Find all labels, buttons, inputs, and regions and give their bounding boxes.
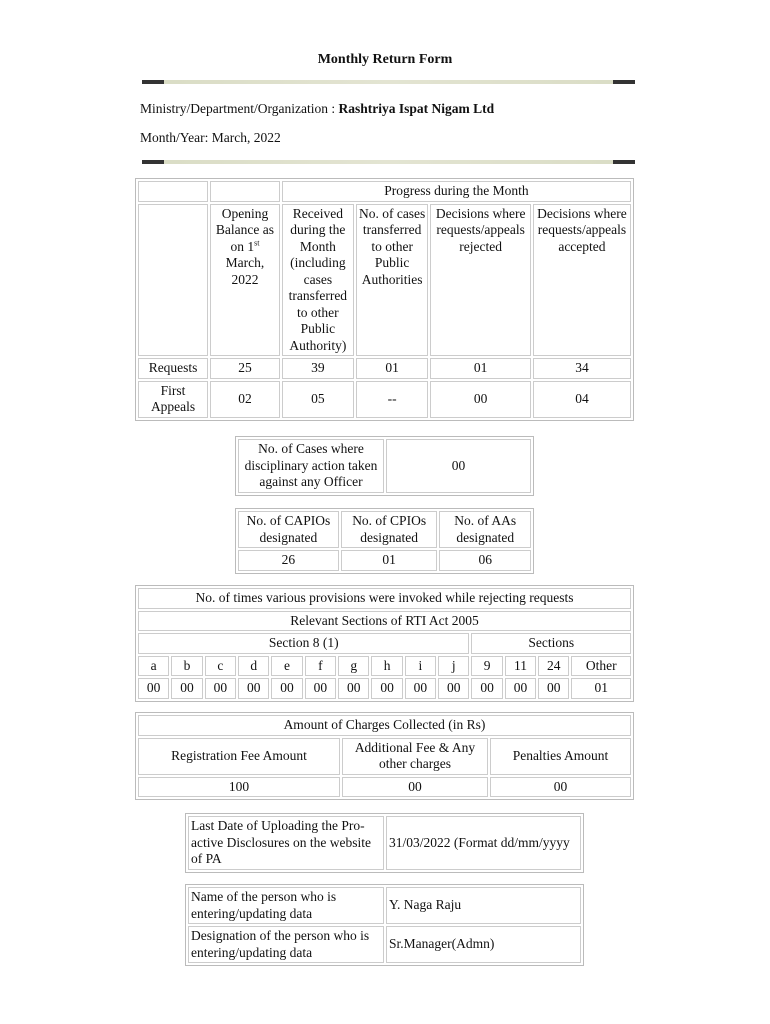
blank-cell <box>210 181 280 202</box>
cell-accepted: 04 <box>533 381 631 418</box>
disciplinary-table <box>235 436 534 496</box>
upload-label: Last Date of Uploading the Pro-active Disclosures on the website of PA <box>188 816 384 870</box>
disciplinary-label: No. of Cases where disciplinary action taken against any Officer <box>238 439 384 493</box>
col-accepted: Decisions where requests/appeals accepted <box>533 204 631 357</box>
provision-value-cell: 00 <box>305 678 336 699</box>
provision-value-cell: 00 <box>338 678 369 699</box>
provision-value-cell: 00 <box>405 678 436 699</box>
cpio-value: 01 <box>341 550 438 571</box>
provision-value-cell: 00 <box>371 678 402 699</box>
provision-value-cell: 00 <box>138 678 169 699</box>
provision-header-cell: g <box>338 656 369 677</box>
cell-rejected: 00 <box>430 381 530 418</box>
designated-table <box>235 508 534 574</box>
provision-value-cell: 00 <box>438 678 469 699</box>
cell-opening: 02 <box>210 381 280 418</box>
second-divider <box>142 160 635 164</box>
penalties-label: Penalties Amount <box>490 738 631 775</box>
provision-header-cell: j <box>438 656 469 677</box>
provision-value-cell: 00 <box>538 678 569 699</box>
provision-header-cell: c <box>205 656 236 677</box>
provision-value-cell: 00 <box>171 678 202 699</box>
provision-header-cell: f <box>305 656 336 677</box>
progress-group-header: Progress during the Month <box>282 181 631 202</box>
cell-opening: 25 <box>210 358 280 379</box>
provision-value-cell: 00 <box>471 678 502 699</box>
disciplinary-value: 00 <box>386 439 531 493</box>
provisions-subtitle: Relevant Sections of RTI Act 2005 <box>138 611 631 632</box>
cell-received: 39 <box>282 358 354 379</box>
blank-cell <box>138 181 208 202</box>
provision-header-cell: i <box>405 656 436 677</box>
cpio-label: No. of CPIOs designated <box>341 511 438 548</box>
table-row <box>138 358 631 379</box>
provision-value-cell: 01 <box>571 678 631 699</box>
aa-value: 06 <box>439 550 531 571</box>
provision-header-cell: 24 <box>538 656 569 677</box>
registration-fee-label: Registration Fee Amount <box>138 738 340 775</box>
blank-cell <box>138 204 208 357</box>
provision-header-cell: d <box>238 656 269 677</box>
provision-value-cell: 00 <box>271 678 302 699</box>
upload-table <box>185 813 584 873</box>
additional-fee-label: Additional Fee & Any other charges <box>342 738 488 775</box>
upload-value: 31/03/2022 (Format dd/mm/yyyy <box>386 816 581 870</box>
progress-table <box>135 178 634 421</box>
cell-transferred: 01 <box>356 358 429 379</box>
top-divider <box>142 80 635 84</box>
person-designation-value: Sr.Manager(Admn) <box>386 926 581 963</box>
provision-header-cell: h <box>371 656 402 677</box>
penalties-value: 00 <box>490 777 631 798</box>
provision-value-cell: 00 <box>205 678 236 699</box>
charges-title: Amount of Charges Collected (in Rs) <box>138 715 631 736</box>
aa-label: No. of AAs designated <box>439 511 531 548</box>
sections-header: Sections <box>471 633 631 654</box>
table-row <box>138 381 631 418</box>
provisions-table <box>135 585 634 702</box>
col-received: Received during the Month (including cases transferred to other Public Authority) <box>282 204 354 357</box>
charges-table <box>135 712 634 800</box>
provision-header-cell: a <box>138 656 169 677</box>
col-rejected: Decisions where requests/appeals rejected <box>430 204 530 357</box>
month-value: March, 2022 <box>211 130 281 145</box>
provision-value-cell: 00 <box>238 678 269 699</box>
row-label: Requests <box>138 358 208 379</box>
provision-header-cell: 11 <box>505 656 536 677</box>
row-label: First Appeals <box>138 381 208 418</box>
provision-header-cell: e <box>271 656 302 677</box>
cell-rejected: 01 <box>430 358 530 379</box>
month-label: Month/Year: <box>140 130 212 145</box>
provision-header-cell: Other <box>571 656 631 677</box>
cell-received: 05 <box>282 381 354 418</box>
col-transferred: No. of cases transferred to other Public Authorities <box>356 204 429 357</box>
person-name-value: Y. Naga Raju <box>386 887 581 924</box>
ministry-label: Ministry/Department/Organization : <box>140 101 339 116</box>
section8-header: Section 8 (1) <box>138 633 469 654</box>
registration-fee-value: 100 <box>138 777 340 798</box>
additional-fee-value: 00 <box>342 777 488 798</box>
col-opening-balance: Opening Balance as on 1st March, 2022 <box>210 204 280 357</box>
ministry-line <box>140 101 494 117</box>
capio-label: No. of CAPIOs designated <box>238 511 339 548</box>
month-line <box>140 130 281 146</box>
person-name-label: Name of the person who is entering/updating data <box>188 887 384 924</box>
person-table <box>185 884 584 966</box>
provision-header-cell: 9 <box>471 656 502 677</box>
capio-value: 26 <box>238 550 339 571</box>
cell-transferred: -- <box>356 381 429 418</box>
cell-accepted: 34 <box>533 358 631 379</box>
form-title: Monthly Return Form <box>317 52 453 67</box>
provision-header-cell: b <box>171 656 202 677</box>
provisions-title: No. of times various provisions were invoked while rejecting requests <box>138 588 631 609</box>
provision-value-cell: 00 <box>505 678 536 699</box>
ministry-value: Rashtriya Ispat Nigam Ltd <box>338 101 495 116</box>
person-designation-label: Designation of the person who is entering/updating data <box>188 926 384 963</box>
